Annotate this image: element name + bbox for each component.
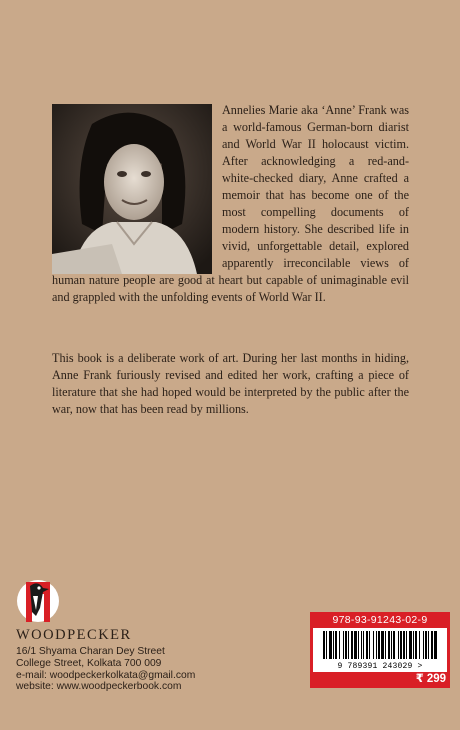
description-paragraph-1	[52, 102, 409, 306]
publisher-website: website: www.woodpeckerbook.com	[16, 681, 182, 693]
description-text-1: Annelies Marie aka ‘Anne’ Frank was a world-famous German-born diarist and World War II holocaust victim. After acknowledging a red-and-white-checked diary, Anne crafted a memoir that has become one of the most compelling documents of modern history. She described life in vivid, unforgettable detail, explored apparently irreconcilable views of human nature people are good at heart but capable of unimaginable evil and grappled with the unfolding events of World War II.	[52, 103, 409, 304]
publisher-address	[16, 646, 195, 693]
price-label	[416, 672, 446, 686]
address-line-2: College Street, Kolkata 700 009	[16, 657, 162, 669]
barcode-digits: 9 789391 243029 >	[313, 662, 447, 672]
rupee-icon: ₹	[415, 673, 424, 685]
isbn-price-box	[310, 612, 450, 688]
isbn-number: 978-93-91243-02-9	[332, 614, 428, 626]
woodpecker-logo-icon	[16, 572, 60, 630]
barcode-bars-icon	[313, 628, 447, 662]
address-line-1: 16/1 Shyama Charan Dey Street	[16, 646, 165, 657]
publisher-email: e-mail: woodpeckerkolkata@gmail.com	[16, 669, 196, 681]
description-paragraph-2: This book is a deliberate work of art. During her last months in hiding, Anne Frank furiously revised and edited her work, crafting a piece of literature that she had hoped would be interpreted by the public after the war, now that has been read by millions.	[52, 351, 409, 416]
price-value: 299	[426, 673, 446, 685]
photo-spacer	[52, 102, 222, 272]
publisher-name: WOODPECKER	[16, 627, 132, 643]
